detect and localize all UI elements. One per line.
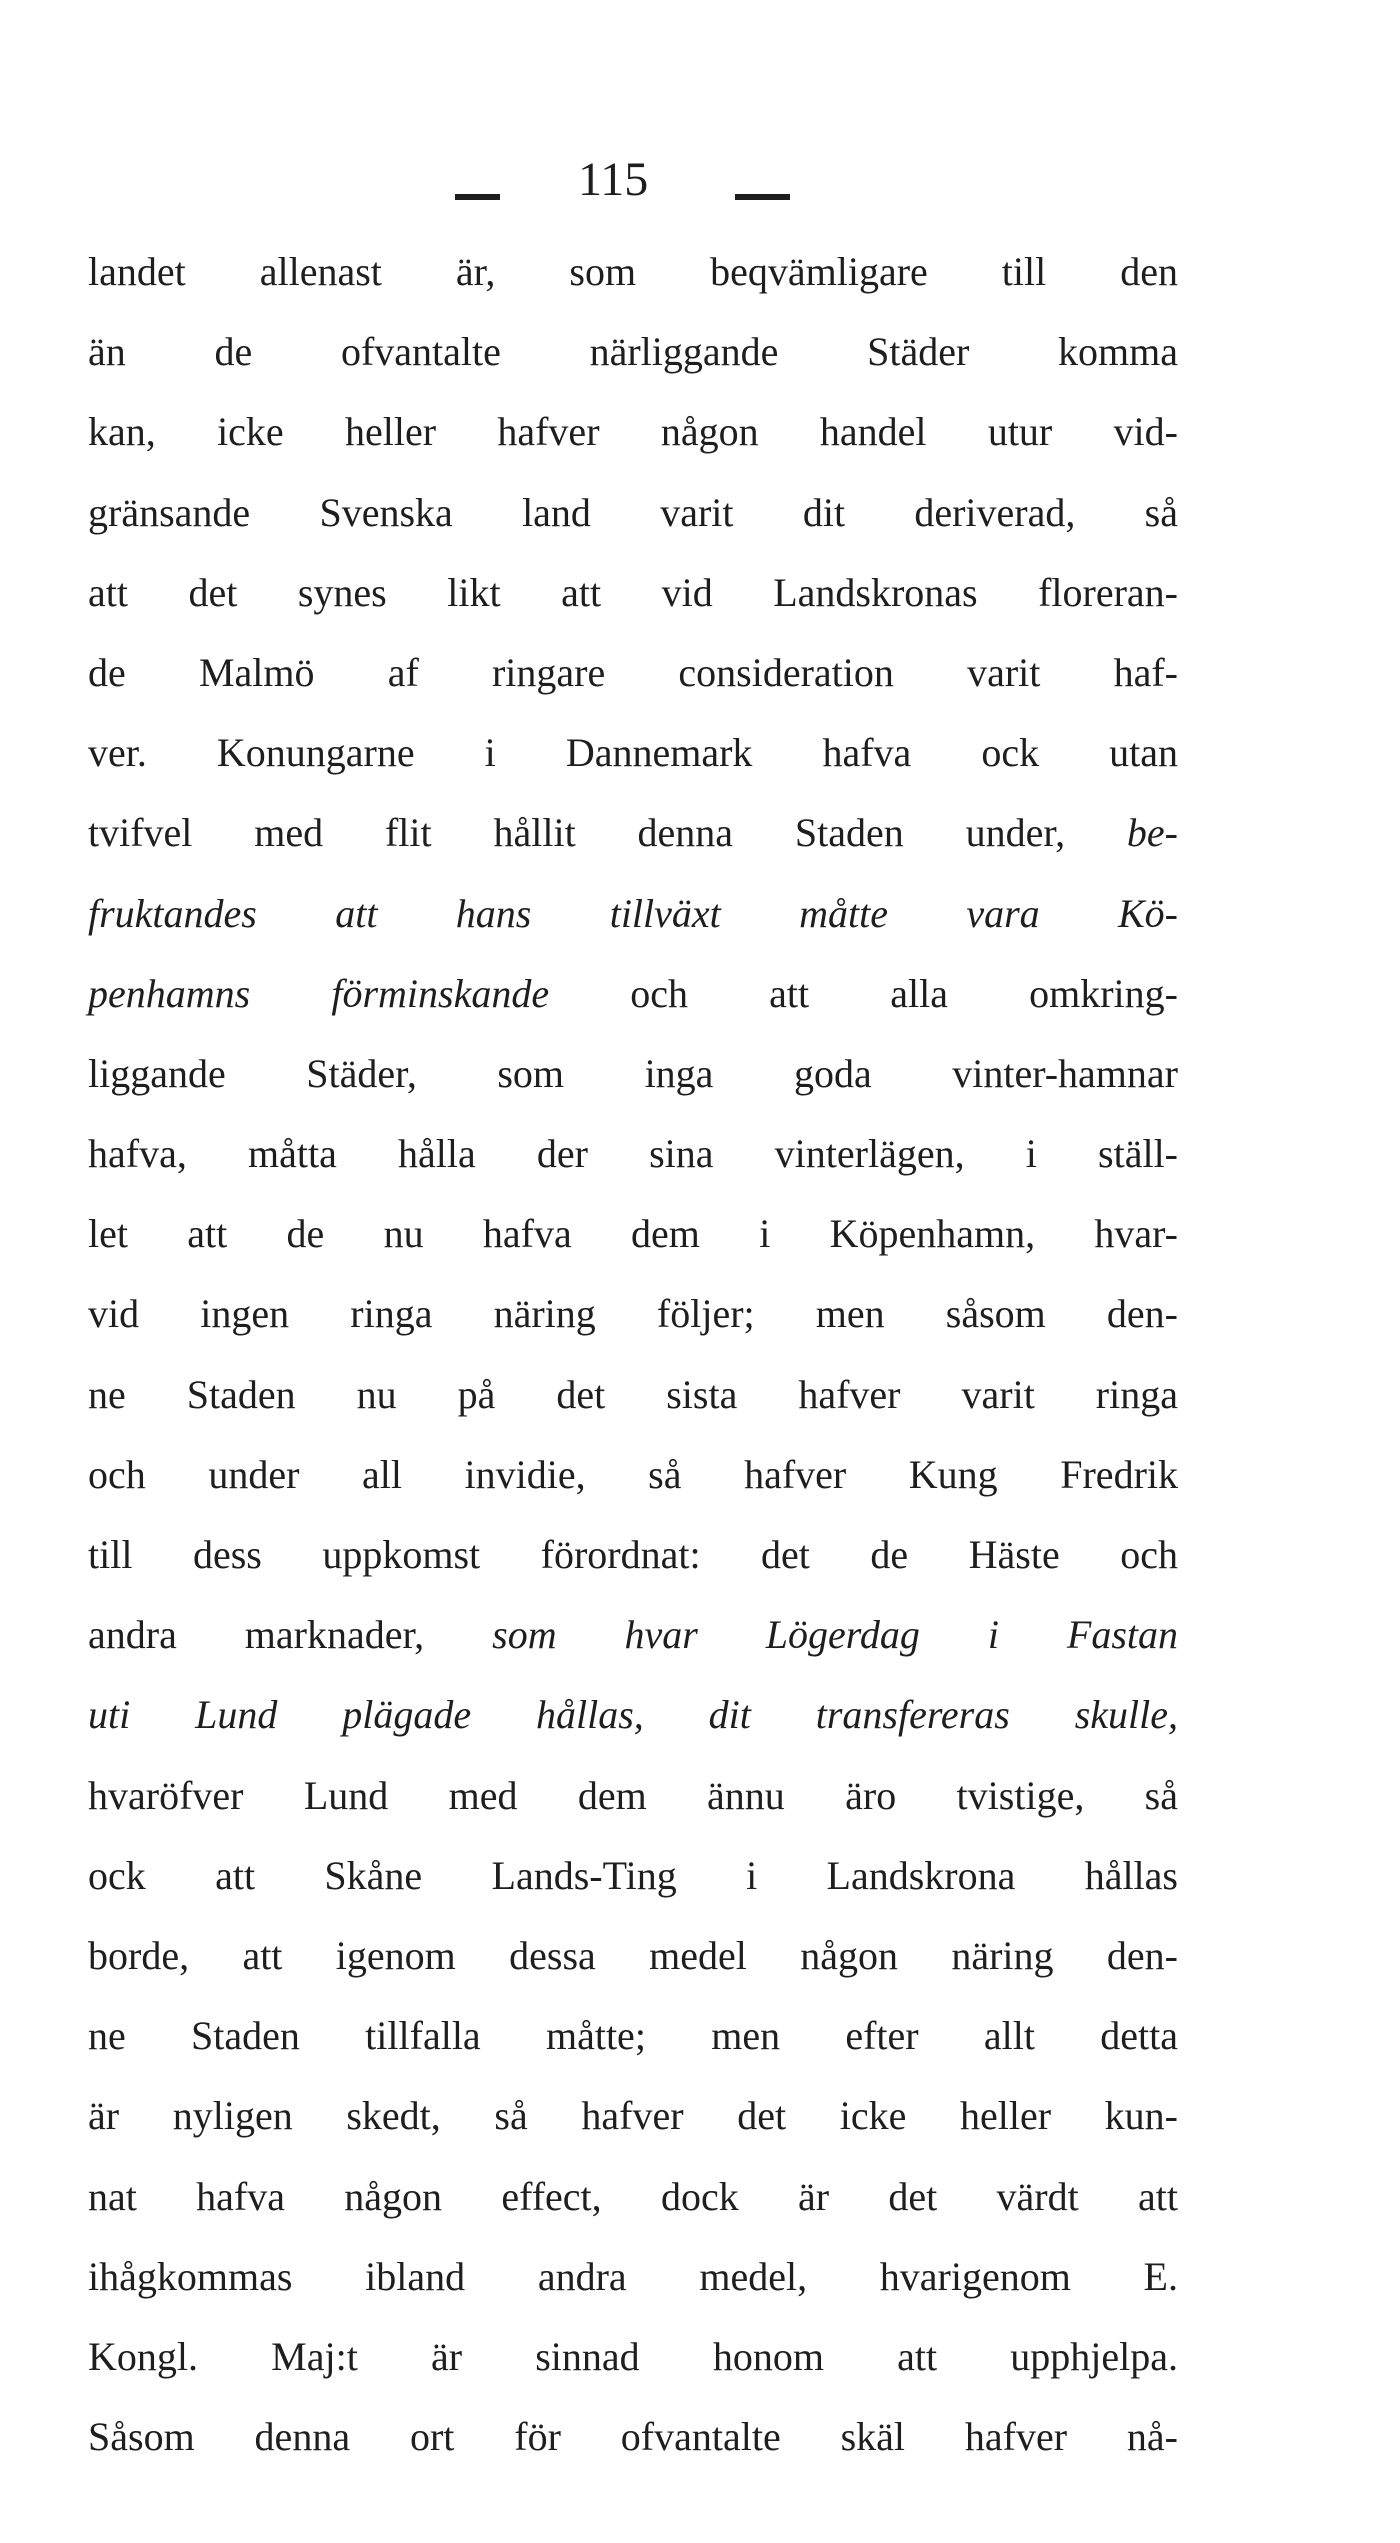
text-line (88, 553, 1178, 633)
text-segment: ne Staden nu på det sista hafver varit ringa (88, 1371, 1178, 1417)
text-line (88, 1595, 1178, 1675)
text-segment: let att de nu hafva dem i Köpenhamn, hvar- (88, 1211, 1178, 1257)
text-line (88, 1355, 1178, 1435)
text-line (88, 1194, 1178, 1274)
text-segment: nat hafva någon effect, dock är det värdt att (88, 2173, 1178, 2219)
text-segment: att det synes likt att vid Landskronas floreran- (88, 569, 1178, 615)
text-segment: hafva, måtta hålla der sina vinterlägen, i ställ- (88, 1131, 1178, 1177)
text-line (88, 1274, 1178, 1354)
text-segment: vid ingen ringa näring följer; men såsom den- (88, 1291, 1178, 1337)
page-number: 115 (578, 153, 649, 206)
text-line (88, 2237, 1178, 2317)
text-line (88, 1836, 1178, 1916)
text-line (88, 2397, 1178, 2477)
text-line (88, 473, 1178, 553)
text-segment: de Malmö af ringare consideration varit haf- (88, 649, 1178, 695)
text-segment: och att alla omkring- (549, 970, 1178, 1016)
text-line (88, 1756, 1178, 1836)
text-line (88, 1435, 1178, 1515)
text-segment: borde, att igenom dessa medel någon näring den- (88, 1932, 1178, 1978)
text-line (88, 633, 1178, 713)
text-segment: tvifvel med flit hållit denna Staden under, (88, 810, 1127, 856)
text-segment: landet allenast är, som beqvämligare till den (88, 249, 1178, 294)
text-line (88, 874, 1178, 954)
italic-text-segment: be- (1126, 810, 1178, 856)
text-segment: ihågkommas ibland andra medel, hvarigenom E. (88, 2253, 1178, 2299)
text-segment: ock att Skåne Lands-Ting i Landskrona hållas (88, 1852, 1178, 1898)
header-dash-right (735, 194, 790, 200)
body-text (88, 232, 1178, 2477)
text-segment: till dess uppkomst förordnat: det de Häste och (88, 1532, 1178, 1577)
italic-text-segment: uti Lund plägade hållas, dit transfereras skulle, (88, 1692, 1178, 1738)
text-segment: än de ofvantalte närliggande Städer komma (88, 329, 1178, 375)
text-line (88, 954, 1178, 1034)
italic-text-segment: fruktandes att hans tillväxt måtte vara Kö- (88, 890, 1178, 936)
italic-text-segment: som hvar Lögerdag i Fastan (492, 1612, 1178, 1658)
text-segment: och under all invidie, så hafver Kung Fredrik (88, 1451, 1178, 1497)
text-segment: liggande Städer, som inga goda vinter-hamnar (88, 1050, 1178, 1096)
text-segment: ne Staden tillfalla måtte; men efter allt detta (88, 2013, 1178, 2059)
text-segment: kan, icke heller hafver någon handel utur vid- (88, 409, 1178, 455)
text-line (88, 232, 1178, 312)
text-segment: Såsom denna ort för ofvantalte skäl hafver nå- (88, 2414, 1178, 2460)
text-line (88, 1515, 1178, 1595)
text-segment: andra marknader, (88, 1612, 493, 1658)
text-line (88, 1675, 1178, 1755)
text-segment: Kongl. Maj:t är sinnad honom att upphjelpa. (88, 2333, 1178, 2379)
text-line (88, 2157, 1178, 2237)
text-segment: är nyligen skedt, så hafver det icke heller kun- (88, 2093, 1178, 2139)
text-line (88, 2076, 1178, 2156)
header-dash-left (455, 194, 500, 200)
text-line (88, 713, 1178, 793)
text-line (88, 2317, 1178, 2397)
text-line (88, 1034, 1178, 1114)
text-line (88, 793, 1178, 873)
italic-text-segment: penhamns förminskande (88, 970, 550, 1016)
page-header (0, 150, 1400, 220)
text-line (88, 392, 1178, 472)
text-segment: hvaröfver Lund med dem ännu äro tvistige, så (88, 1772, 1178, 1818)
text-segment: gränsande Svenska land varit dit deriverad, så (88, 489, 1178, 535)
text-line (88, 312, 1178, 392)
text-line (88, 1916, 1178, 1996)
text-line (88, 1996, 1178, 2076)
text-line (88, 1114, 1178, 1194)
text-segment: ver. Konungarne i Dannemark hafva ock utan (88, 730, 1178, 776)
